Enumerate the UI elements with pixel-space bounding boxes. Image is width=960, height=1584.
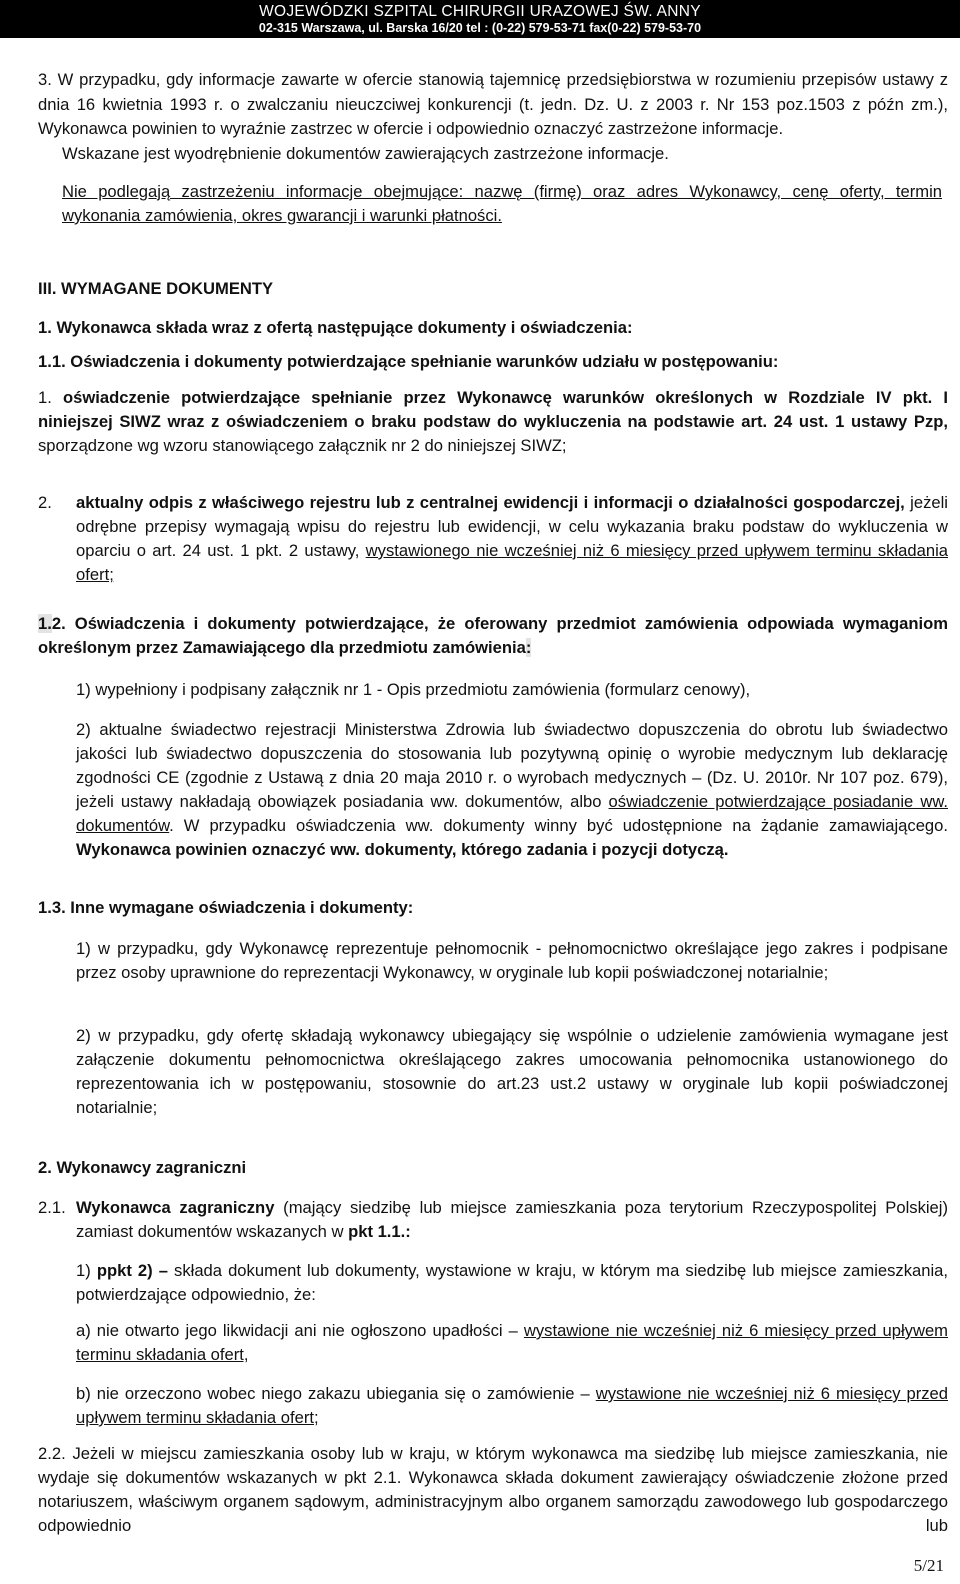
hospital-address: 02-315 Warszawa, ul. Barska 16/20 tel : (0-22) 579-53-71 fax(0-22) 579-53-70 — [258, 21, 702, 35]
heading-1-1: 1.1. Oświadczenia i dokumenty potwierdzające spełnianie warunków udziału w postępowaniu: — [38, 352, 779, 371]
section3-paragraph3 — [62, 180, 942, 228]
item-2-1-a — [76, 1319, 948, 1367]
item-1-rest: sporządzone wg wzoru stanowiącego załącznik nr 2 do niniejszej SIWZ; — [38, 436, 567, 455]
item-2-1-1-prefix: 1) — [76, 1261, 97, 1280]
heading-1: 1. Wykonawca składa wraz z ofertą następujące dokumenty i oświadczenia: — [38, 318, 633, 337]
hospital-name: WOJEWÓDZKI SZPITAL CHIRURGII URAZOWEJ ŚW. ANNY — [259, 3, 701, 20]
item-1-3-1: 1) w przypadku, gdy Wykonawcę reprezentuje pełnomocnik - pełnomocnictwo określające jego zakres i podpisane przez osoby uprawnione do reprezentacji Wykonawcy, w oryginale lub kopii poświadczonej notarialnie; — [76, 939, 948, 982]
item-2-1-number: 2.1. — [38, 1198, 66, 1217]
section-title: III. WYMAGANE DOKUMENTY — [38, 279, 274, 298]
item-2-bold: aktualny odpis z właściwego rejestru lub z centralnej ewidencji i informacji o działalności gospodarczej, — [76, 493, 905, 512]
item-1-bold: oświadczenie potwierdzające spełnianie przez Wykonawcę warunków określonych w Rozdziale IV pkt. I niniejszej SIWZ wraz z oświadczeniem o braku podstaw do wykluczenia na podstawie art. 24 ust. 1 ustawy Pzp, — [38, 388, 948, 431]
page-number: 5/21 — [913, 1556, 944, 1575]
heading-2: 2. Wykonawcy zagraniczni — [38, 1158, 247, 1177]
item-2-rest: jeżeli odrębne przepisy wymagają wpisu do rejestru lub ewidencji, w celu wykazania braku podstaw do wykluczenia w oparciu o art. 24 ust. 1 pkt. 2 ustawy, — [76, 493, 948, 560]
item-1-2-2-bold: Wykonawca powinien oznaczyć ww. dokumenty, którego zadania i pozycji dotyczą. — [76, 840, 729, 859]
item-2-1-a-underlined: wystawione nie wcześniej niż 6 miesięcy przed upływem terminu składania ofert, — [76, 1321, 948, 1364]
item-2-1-1-rest: składa dokument lub dokumenty, wystawione w kraju, w którym ma siedzibę lub miejsce zamieszkania, potwierdzające odpowiednio, że: — [76, 1261, 949, 1304]
item-1-2-2-text: 2) aktualne świadectwo rejestracji Ministerstwa Zdrowia lub świadectwo dopuszczenia do obrotu lub świadectwo jakości lub świadectwo dopuszczenia do stosowania lub pozytywną opinię o wyrobie medycznym lub deklarację zgodności CE (zgodnie z Ustawą z dnia 20 maja 2010 r. o wyrobach medycznych – (Dz. U. 2010r. Nr 107 poz. 679), jeżeli ustawy nakładają obowiązek posiadania ww. dokumentów, albo — [76, 720, 948, 811]
heading-1-2-text: 2. Oświadczenia i dokumenty potwierdzające, że oferowany przedmiot zamówienia odpowiada wymaganiom określonym przez Zamawiającego dla przedmiotu zamówienia — [38, 614, 948, 657]
item-1-3-2: 2) w przypadku, gdy ofertę składają wykonawcy ubiegający się wspólnie o udzielenie zamówienia wymagane jest załączenie dokumentu pełnomocnictwa określającego zakres umocowania pełnomocnika ustanowionego do reprezentowania ich w postępowaniu, stosownie do art.23 ust.2 ustawy w oryginale lub kopii poświadczonej notarialnie; — [76, 1026, 948, 1117]
heading-1-3: 1.3. Inne wymagane oświadczenia i dokumenty: — [38, 898, 414, 917]
item-2-1-b-text: b) nie orzeczono wobec niego zakazu ubiegania się o zamówienie – — [76, 1384, 596, 1403]
item-2-underlined: wystawionego nie wcześniej niż 6 miesięcy przed upływem terminu składania ofert; — [76, 541, 948, 584]
item-1-2-2-text-b: . W przypadku oświadczenia ww. dokumenty winny być udostępnione na żądanie zamawiającego. — [169, 816, 948, 835]
item-2-1-rest: (mający siedzibę lub miejsce zamieszkania poza terytorium Rzeczypospolitej Polskiej) zamiast dokumentów wskazanych w — [76, 1198, 948, 1241]
item-2-1-b — [76, 1382, 948, 1430]
item-2 — [76, 491, 948, 587]
item-2-number: 2. — [38, 493, 52, 512]
heading-1-2-number: 1. — [38, 614, 52, 633]
item-2-1-1-bold: ppkt 2) – — [96, 1261, 168, 1280]
item-2-2: 2.2. Jeżeli w miejscu zamieszkania osoby lub w kraju, w którym wykonawca ma siedzibę lub miejsce zamieszkania, nie wydaje się dokumentów wskazanych w pkt 2.1. Wykonawca składa dokument zawierający oświadczenie złożone przed notariuszem, właściwym organem sądowym, administracyjnym albo organem samorządu zawodowego lub gospodarczego odpowiednio lub — [38, 1444, 948, 1535]
item-2-1-bold: Wykonawca zagraniczny — [76, 1198, 275, 1217]
item-1 — [38, 386, 948, 458]
item-1-2-2-underlined: oświadczenie potwierdzające posiadanie ww. dokumentów — [76, 792, 948, 835]
section3-paragraph1: 3. W przypadku, gdy informacje zawarte w ofercie stanowią tajemnicę przedsiębiorstwa w rozumieniu przepisów ustawy z dnia 16 kwietnia 1993 r. o zwalczaniu nieuczciwej konkurencji (t. jedn. Dz. U. z 2003 r. Nr 153 poz.1503 z późn zm.), Wykonawca powinien to wyraźnie zastrzec w ofercie i odpowiednio oznaczyć zastrzeżone informacje. — [38, 70, 948, 138]
item-1-2-2 — [76, 718, 948, 862]
item-2-1-pkt: pkt 1.1.: — [348, 1222, 411, 1241]
non-confidential-info: Nie podlegają zastrzeżeniu informacje obejmujące: nazwę (firmę) oraz adres Wykonawcy, cenę oferty, termin wykonania zamówienia, okres gwarancji i warunki płatności. — [62, 182, 942, 225]
item-2-1 — [76, 1196, 948, 1244]
item-1-2-1: 1) wypełniony i podpisany załącznik nr 1 - Opis przedmiotu zamówienia (formularz cenowy), — [76, 680, 751, 699]
item-2-1-1 — [76, 1259, 948, 1307]
heading-1-2 — [38, 612, 948, 660]
heading-1-2-colon: : — [525, 638, 532, 657]
page-header — [0, 0, 960, 38]
item-2-1-a-text: a) nie otwarto jego likwidacji ani nie ogłoszono upadłości – — [76, 1321, 524, 1340]
item-1-number: 1. — [38, 388, 52, 407]
item-2-1-b-underlined: wystawione nie wcześniej niż 6 miesięcy przed upływem terminu składania ofert; — [76, 1384, 948, 1427]
section3-paragraph2: Wskazane jest wyodrębnienie dokumentów zawierających zastrzeżone informacje. — [62, 144, 669, 163]
